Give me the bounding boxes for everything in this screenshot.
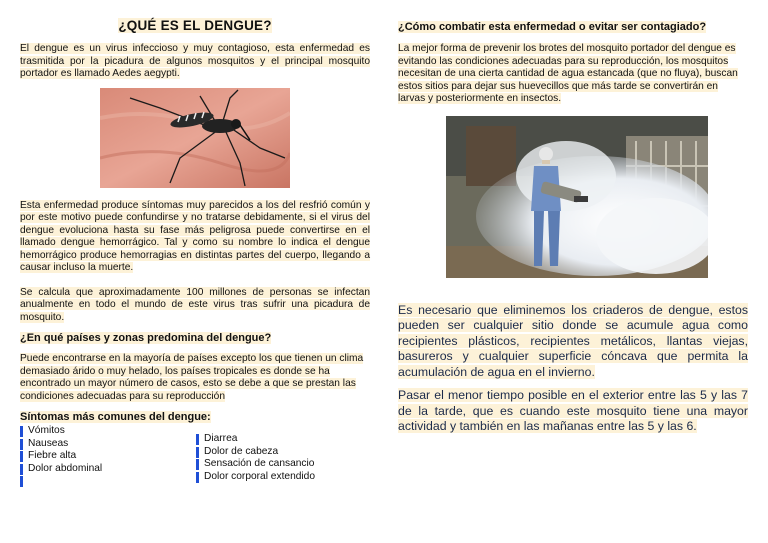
- countries-paragraph: Puede encontrarse en la mayoría de países excepto los que tienen un clima demasiado árido o muy helado, los países tropicales es donde se ha encontrado un mayor número de casos, esto se debe a que se prestan las condiciones adecuadas para su reproducción: [20, 353, 364, 402]
- prevention-heading: ¿Cómo combatir esta enfermedad o evitar ser contagiado?: [398, 21, 707, 33]
- timing-paragraph: Pasar el menor tiempo posible en el exterior entre las 5 y las 7 de la tarde, que es cuando este mosquito tiene una mayor actividad y también en las mañanas entre las 5 y las 6.: [398, 388, 748, 433]
- symptoms-lists: [20, 423, 370, 493]
- list-item: Diarrea: [196, 433, 315, 446]
- list-item: Sensación de cansancio: [196, 458, 315, 471]
- symptoms-list-right: [196, 433, 315, 483]
- breeding-sites-paragraph: Es necesario que eliminemos los criaderos de dengue, estos pueden ser cualquier sitio donde se acumule agua como recipientes plásticos, recipientes metálicos, llantas viejas, basureros y cualquier superficie cóncava que permita la acumulación de agua en el invierno.: [398, 302, 748, 379]
- left-column: [20, 18, 370, 493]
- symptoms-list-left: [20, 425, 102, 487]
- mosquito-photo: [100, 88, 290, 188]
- list-item: Nauseas: [20, 438, 102, 451]
- list-item: Dolor abdominal: [20, 463, 102, 476]
- list-item: [20, 475, 102, 487]
- list-item: Dolor de cabeza: [196, 446, 315, 459]
- list-item: Vómitos: [20, 425, 102, 438]
- prevention-paragraph: La mejor forma de prevenir los brotes del mosquito portador del dengue es evitando las condiciones adecuadas para su reproducción, los mosquitos necesitan de una cierta cantidad de agua estancada (que no fluya), buscan estos sitios para dejar sus huevecillos que más tarde se convertirán en larvas y posteriormente en insectos.: [398, 43, 738, 104]
- fumigation-photo: [446, 116, 708, 278]
- list-item: Fiebre alta: [20, 450, 102, 463]
- countries-heading: ¿En qué países y zonas predomina del dengue?: [20, 332, 272, 344]
- statistics-paragraph: Se calcula que aproximadamente 100 millones de personas se infectan anualmente en todo el mundo de este virus tras sufrir una picadura de mosquito.: [20, 286, 370, 323]
- right-column: [398, 18, 748, 435]
- symptoms-description-paragraph: Esta enfermedad produce síntomas muy parecidos a los del resfrió común y por este motivo puede confundirse y no tratarse debidamente, si el virus del dengue evoluciona hasta su fase más peligrosa puede convertirse en el llamado dengue hemorrágico. Tal y como su nombre lo indica el dengue hemorrágico produce hemorragias en distintas partes del cuerpo, llegando a causar incluso la muerte.: [20, 199, 370, 273]
- symptoms-heading: Síntomas más comunes del dengue:: [20, 411, 211, 423]
- page-title: ¿QUÉ ES EL DENGUE?: [118, 18, 272, 33]
- intro-paragraph: El dengue es un virus infeccioso y muy contagioso, esta enfermedad es trasmitida por la picadura de algunos mosquitos y el principal mosquito portador es llamado Aedes aegypti.: [20, 43, 370, 79]
- list-item: Dolor corporal extendido: [196, 471, 315, 484]
- right-body: [398, 303, 748, 435]
